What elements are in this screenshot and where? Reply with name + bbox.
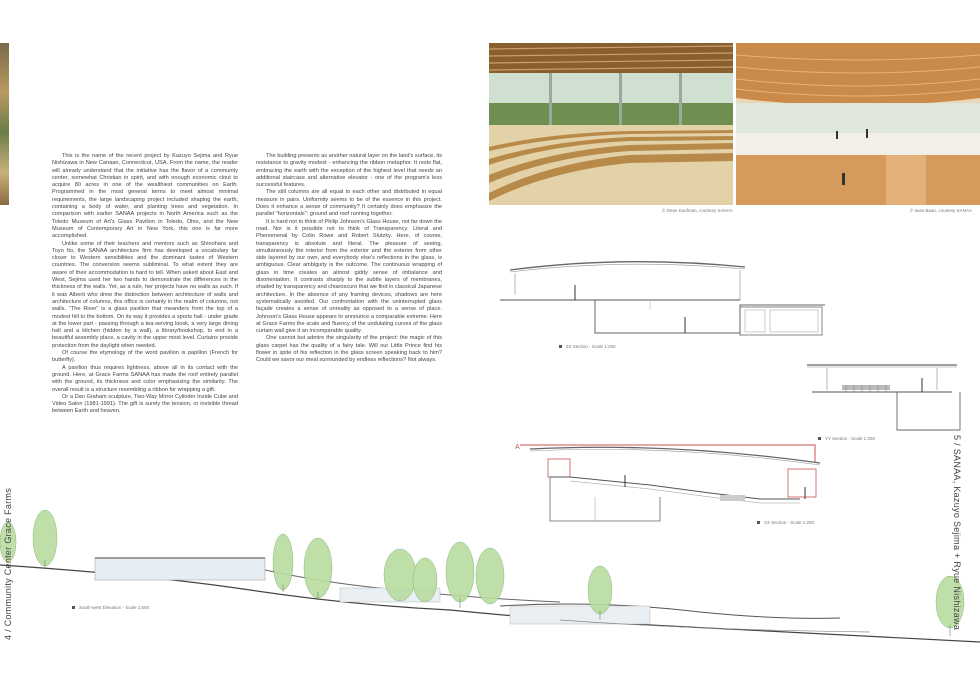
running-header-right: 5 / SANAA, Kazuyo Sejima + Ryue Nishizawa [952,435,962,631]
xx-section-label-text: XX Section - Scale 1:250 [764,520,815,525]
yy-section-label-text: YY Section - Scale 1:250 [825,436,875,441]
paragraph: The still columns are all equal to each other and distributed in equal measure in pairs. Uniformity seems to be of the essence in this project. Does it enhance a sense of community? It certainly does emphasize the parallel "horizontals": ground and roof running together. [256,189,442,218]
text-column-2 [256,153,442,365]
paragraph: One cannot but admire the singularity of the project: the magic of this glass carpet has the quality of a fairy tale. Will our Little Prince find his flower in spite of his reflection in the glass screen speaking back to him? Could we savor our meal surrounded by endless reflections? Not always. [256,335,442,364]
paragraph: A pavilion thus requires lightness, above all in its contact with the ground. Here, at Grace Farms SANAA has made the roof entirely parallel with the ground, its thickness and color emphasizing the similarity. The overall result is a structure resembling a ribbon for wrapping a gift. [52,364,238,393]
zz-section-label-text: ZZ Section - Scale 1:250 [566,344,616,349]
south-west-elevation-drawing [0,480,980,680]
elevation-label-text: South-west Elevation - Scale 1:500 [79,605,150,610]
left-edge-photo [0,43,9,205]
running-header-left: 4 / Community Center Grace Farms [3,487,13,640]
paragraph: Or a Dan Graham sculpture, Two-Way Mirror Cylinder Inside Cube and Video Salon (1981-1991). The gift is surely the tension, or invisible thread between Earth and heaven. [52,393,238,415]
zz-section-drawing [495,255,825,340]
zz-section-label [559,344,616,349]
photo-credit-2: © Iwan Baan, courtesy SANAA [910,208,972,213]
interior-seating-photo [489,43,733,205]
yy-section-drawing [802,360,962,432]
paragraph: Of course the etymology of the word pavilion is papillon (French for butterfly). [52,350,238,364]
paragraph: This is the name of the recent project by Kazuyo Sejima and Ryue Nishizawa in New Canaan, Connecticut, USA. From the name, the reader will already understand that the initiative has the flavor of a community center, somewhat Christian in spirit, and with enough economic clout to acquire 80 acres in one of the wealthiest communities on Earth. Programmed in the most general terms to meet almost minimal requirements, the large landscaping project included shaping the earth, containing a body of water, and planting trees and vegetation. In comparison with earlier SANAA projects in North America such as the Toledo Museum of Art's Glass Pavilion in Toledo, Ohio, and the New Museum of Contemporary Art in New York, this one is far more accomplished. [52,153,238,240]
section-marker-a: A [515,444,520,451]
paragraph: It is hard not to think of Philip Johnson's Glass House, not far down the road. Nor is it possible not to think of Transparency: Literal and Phenomenal by Colin Rowe and Robert Slutzky. Here, of course, transparency is absolute and literal. The pleasure of seeing, simultaneously the interior from the exterior and the exterior from other side layered by our own, and everybody else's reflections in the glass, is ambiguous. Clear ambiguity is the outcome. The continuous wrapping of glass in time creates an almost giddy sense of imbalance and disorientation. It contrasts sharply to the subtle layers of membranes, shaded by transparency and chiaroscuro that we find in classical Japanese architecture. In the absence of any framing devices, shadows are here systematically avoided. Our confrontation with the uninterrupted glass façade creates a sense of unreality as opposed to a sense of place. Johnson's Glass House appears to announce a comparable extreme. Here at Grace Farms the scale and fluency of the undulating curves of the glass curtain wall give it an incomparable quality. [256,218,442,335]
paragraph: The building presents as another natural layer on the land's surface, its resistance to gravity modest - enhancing the ribbon metaphor. It rests flat, embracing the earth with the exception of the highest level that needs an additional staircase and alternative elevator - one of the program's less successful features. [256,153,442,189]
photo-credit-1: © Dean Kaufman, courtesy SANAA [662,208,733,213]
elevation-label [72,605,149,610]
text-column-1 [52,153,238,416]
label-bullet [72,606,75,609]
label-bullet [559,345,562,348]
paragraph: Unlike some of their teachers and mentors such as Shinohara and Toyo Ito, the SANAA architecture firm has developed a vocabulary far closer to Western sensibilities and the dominant tastes of Western countries. The conversion seems subliminal. To what extent they are aware of their accommodation is hard to tell. When asked about East and West, Sejima used her two hands to demonstrate the differences in the thickness of the walls. Yet, as a rule, her projects have no walls as such. If it was Alberti who drew the distinction between architecture of walls and architecture of columns, this office is certainly in the realm of columns, not walls. "The River" is a glass pavilion that meanders from the top of a modest hill to the bottom. On its way it provides a sports hall - under grade at the lower part - passing through a tea-serving kiosk, a very large dining hall and a kitchen (hidden by a wall), a library/bookshop, to end in a beautiful assembly place, a cavity in the upper most level. Curtains provide protection from the daylight when needed. [52,240,238,349]
sports-hall-photo [736,43,980,205]
